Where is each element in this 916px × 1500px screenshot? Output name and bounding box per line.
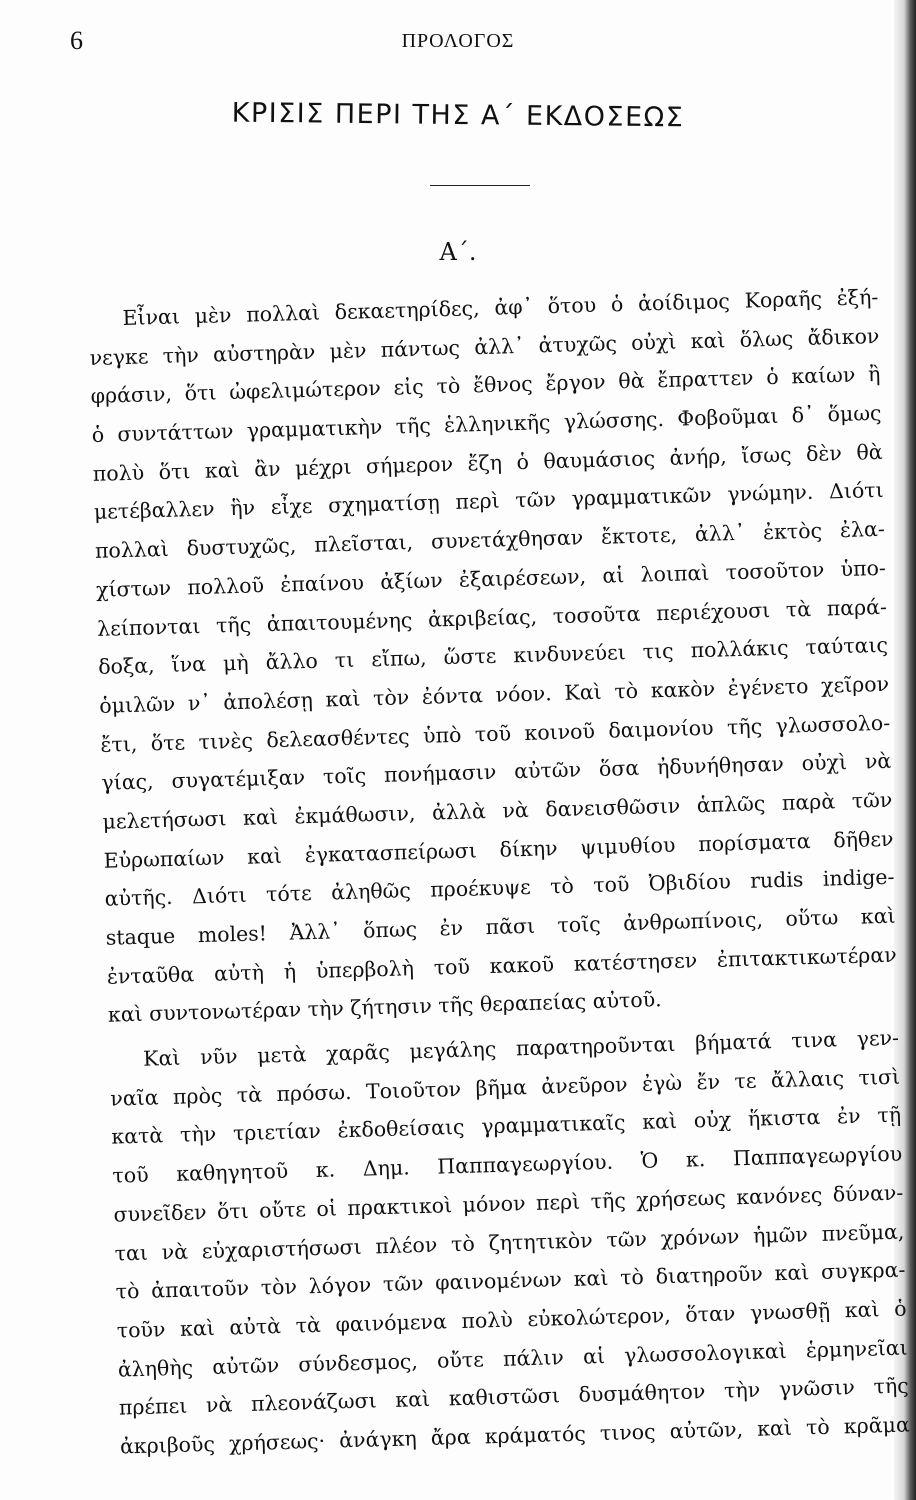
text-line: ναῖα πρὸς τὰ πρόσω. Τοιοῦτον βῆμα ἀνεῦρον ἐγὼ ἔν τε ἄλλαις τισὶ [109,1064,901,1111]
text-line: staque moles! Ἀλλ᾿ ὅπως ἐν πᾶσι τοῖς ἀνθρωπίνοις, οὕτω καὶ [105,903,896,950]
text-line: ὁ συντάττων γραμματικὴν τῆς ἑλληνικῆς γλώσσης. Φοβοῦμαι δ᾿ ὅμως [91,400,882,448]
chapter-title: ΚΡΙΣΙΣ ΠΕΡΙ ΤΗΣ Α΄ ΕΚΔΟΣΕΩΣ [231,97,685,134]
text-line: τὸ ἀπαιτοῦν τὸν λόγον τῶν φαινομένων καὶ τὸ διατηροῦν καὶ συγκρα- [115,1257,906,1304]
text-line: ἀληθὴς αὐτῶν σύνδεσμος, οὔτε πάλιν αἱ γλωσσολογικαὶ ἑρμηνεῖαι [117,1335,908,1382]
paragraph-2 [109,1019,911,1466]
text-line: πρέπει νὰ πλεονάζωσι καὶ καθιστῶσι δυσμάθητον τὴν γνῶσιν τῆς [118,1373,909,1420]
text-line: πολὺ ὅτι καὶ ἂν μέχρι σήμερον ἔζη ὁ θαυμάσιος ἀνήρ, ἴσως δὲν θὰ [92,439,883,486]
text-line: πολλαὶ δυστυχῶς, πλεῖσται, συνετάχθησαν ἔκτοτε, ἀλλ᾿ ἐκτὸς ἐλα- [94,516,886,564]
text-line: χίστων πολλοῦ ἐπαίνου ἀξίων ἐξαιρέσεων, αἱ λοιπαὶ τοσοῦτον ὑπο- [95,555,887,602]
text-line: γίας, συγατέμιξαν τοῖς πονήμασιν αὐτῶν ὅσα ἠδυνήθησαν οὐχὶ νὰ [101,749,892,796]
text-line: αὐτῆς. Διότι τότε ἀληθῶς προέκυψε τὸ τοῦ Ὀβιδίου rudis indige- [104,865,895,912]
page-number: 6 [70,26,83,55]
paragraph-1 [88,278,898,1035]
text-line: Εὐρωπαίων καὶ ἐγκατασπείρωσι δίκην ψιμυθίου πορίσματα δῆθεν [103,826,894,873]
running-head: ΠΡΟΛΟΓΟΣ [401,30,515,52]
text-line: μελετήσωσι καὶ ἐκμάθωσιν, ἀλλὰ νὰ δανεισθῶσιν ἁπλῶς παρὰ τῶν [102,787,893,834]
text-line: ται νὰ εὐχαριστήσωσι πλέον τὸ ζητητικὸν τῶν χρόνων ἡμῶν πνεῦμα, [114,1219,905,1266]
title-divider [430,185,530,186]
text-line: Καὶ νῦν μετὰ χαρᾶς μεγάλης παρατηροῦνται βήματά τινα γεν- [142,1025,900,1071]
text-line: συνεῖδεν ὅτι οὔτε οἱ πρακτικοὶ μόνον περὶ τῆς χρήσεως κανόνες δύναν- [113,1180,904,1227]
text-line: δοξα, ἵνα μὴ ἄλλο τι εἴπω, ὥστε κινδυνεύει τις πολλάκις ταύταις [97,632,889,680]
text-line: κατὰ τὴν τριετίαν ἐκδοθείσαις γραμματικαῖς καὶ οὐχ ἥκιστα ἐν τῇ [111,1103,902,1150]
text-line: νεγκε τὴν αὐστηρὰν μὲν πάντως ἀλλ᾿ ἀτυχῶς οὐχὶ καὶ ὅλως ἄδικον [89,323,880,370]
text-line: ἔτι, ὅτε τινὲς δελεασθέντες ὑπὸ τοῦ κοινοῦ δαιμονίου τῆς γλωσσολο- [100,710,891,757]
body-text [88,278,910,1466]
text-line: ἀκριβοῦς χρήσεως· ἀνάγκη ἄρα κράματός τινος αὐτῶν, καὶ τὸ κρᾶμα [119,1412,911,1459]
text-line: λείπονται τῆς ἀπαιτουμένης ἀκριβείας, τοσοῦτα περιέχουσι τὰ παρά- [96,594,888,641]
text-line: Εἶναι μὲν πολλαὶ δεκαετηρίδες, ἀφ᾿ ὅτου ὁ ἀοίδιμος Κοραῆς ἐξή- [122,284,879,331]
text-line: ὁμιλῶν ν᾿ ἀπολέσῃ καὶ τὸν ἐόντα νόον. Καὶ τὸ κακὸν ἐγένετο χεῖρον [98,671,890,718]
text-line: φράσιν, ὅτι ὠφελιμώτερον εἰς τὸ ἔθνος ἔργον θὰ ἔπραττεν ὁ καίων ἢ [90,362,881,409]
text-line: καὶ συντονωτέραν τὴν ζήτησιν τῆς θεραπείας αὐτοῦ. [107,987,662,1028]
section-heading: Α΄. [439,238,477,266]
text-line: ἐνταῦθα αὐτὴ ἡ ὑπερβολὴ τοῦ κακοῦ κατέστησεν ἐπιτακτικωτέραν [106,942,897,989]
text-line: τοῦν καὶ αὐτὰ τὰ φαινόμενα πολὺ εὐκολώτερον, ὅταν γνωσθῇ καὶ ὁ [116,1296,907,1343]
text-line: μετέβαλλεν ἣν εἶχε σχηματίσῃ περὶ τῶν γραμματικῶν γνώμην. Διότι [93,478,884,525]
text-line: τοῦ καθηγητοῦ κ. Δημ. Παππαγεωργίου. Ὁ κ. Παππαγεωργίου [112,1141,903,1188]
